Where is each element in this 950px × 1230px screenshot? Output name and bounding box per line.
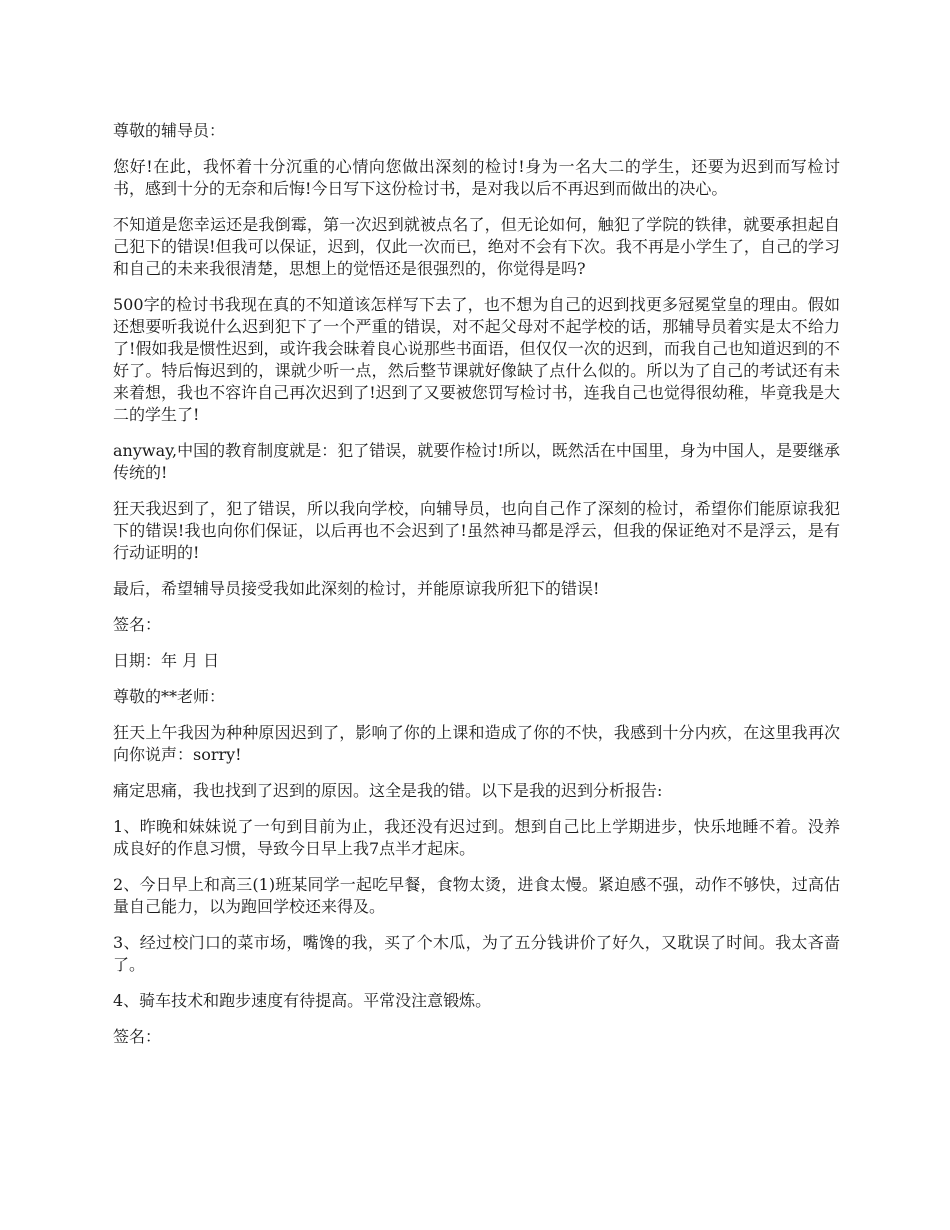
document-page: [113, 120, 840, 1062]
list-item-4: 4、骑车技术和跑步速度有待提高。平常没注意锻炼。: [113, 991, 492, 1010]
paragraph-greeting: 您好!在此，我怀着十分沉重的心情向您做出深刻的检讨!身为一名大二的学生，还要为迟到而写检讨书，感到十分的无奈和后悔!今日写下这份检讨书，是对我以后不再迟到而做出的决心。: [113, 157, 840, 198]
paragraph-promise: 不知道是您幸运还是我倒霉，第一次迟到就被点名了，但无论如何，触犯了学院的铁律，就要承担起自己犯下的错误!但我可以保证，迟到，仅此一次而已，绝对不会有下次。我不再是小学生了，自己的学习和自己的未来我很清楚，思想上的觉悟还是很强烈的，你觉得是吗?: [113, 215, 840, 278]
list-item-3: 3、经过校门口的菜市场，嘴馋的我，买了个木瓜，为了五分钱讲价了好久，又耽误了时间。我太吝啬了。: [113, 933, 840, 974]
paragraph-tradition: anyway,中国的教育制度就是：犯了错误，就要作检讨!所以，既然活在中国里，身为中国人，是要继承传统的!: [113, 441, 840, 482]
paragraph-apology: 狂天我迟到了，犯了错误，所以我向学校，向辅导员，也向自己作了深刻的检讨，希望你们能原谅我犯下的错误!我也向你们保证，以后再也不会迟到了!虽然神马都是浮云，但我的保证绝对不是浮云，是有行动证明的!: [113, 499, 840, 562]
salutation-counselor: 尊敬的辅导员：: [113, 121, 226, 140]
paragraph-reasons: 500字的检讨书我现在真的不知道该怎样写下去了，也不想为自己的迟到找更多冠冕堂皇的理由。假如还想要听我说什么迟到犯下了一个严重的错误，对不起父母对不起学校的话，那辅导员着实是太不给力了!假如我是惯性迟到，或许我会昧着良心说那些书面语，但仅仅一次的迟到，而我自己也知道迟到的不好了。特后悔迟到的，课就少听一点，然后整节课就好像缺了点什么似的。所以为了自己的考试还有未来着想，我也不容许自己再次迟到了!迟到了又要被您罚写检讨书，连我自己也觉得很幼稚，毕竟我是大二的学生了!: [113, 295, 840, 424]
signature-line-2: 签名：: [113, 1027, 162, 1046]
paragraph-closing: 最后，希望辅导员接受我如此深刻的检讨，并能原谅我所犯下的错误!: [113, 579, 600, 598]
date-line: 日期：年 月 日: [113, 651, 220, 670]
signature-line: 签名：: [113, 615, 162, 634]
list-item-1: 1、昨晚和妹妹说了一句到目前为止，我还没有迟过到。想到自己比上学期进步，快乐地睡不着。没养成良好的作息习惯，导致今日早上我7点半才起床。: [113, 817, 840, 858]
paragraph-sorry: 狂天上午我因为种种原因迟到了，影响了你的上课和造成了你的不快，我感到十分内疚，在这里我再次向你说声：sorry!: [113, 723, 840, 764]
list-item-2: 2、今日早上和高三(1)班某同学一起吃早餐，食物太烫，进食太慢。紧迫感不强，动作不够快，过高估量自己能力，以为跑回学校还来得及。: [113, 875, 840, 916]
paragraph-analysis-intro: 痛定思痛，我也找到了迟到的原因。这全是我的错。以下是我的迟到分析报告:: [113, 781, 663, 800]
salutation-teacher: 尊敬的**老师：: [113, 687, 226, 706]
